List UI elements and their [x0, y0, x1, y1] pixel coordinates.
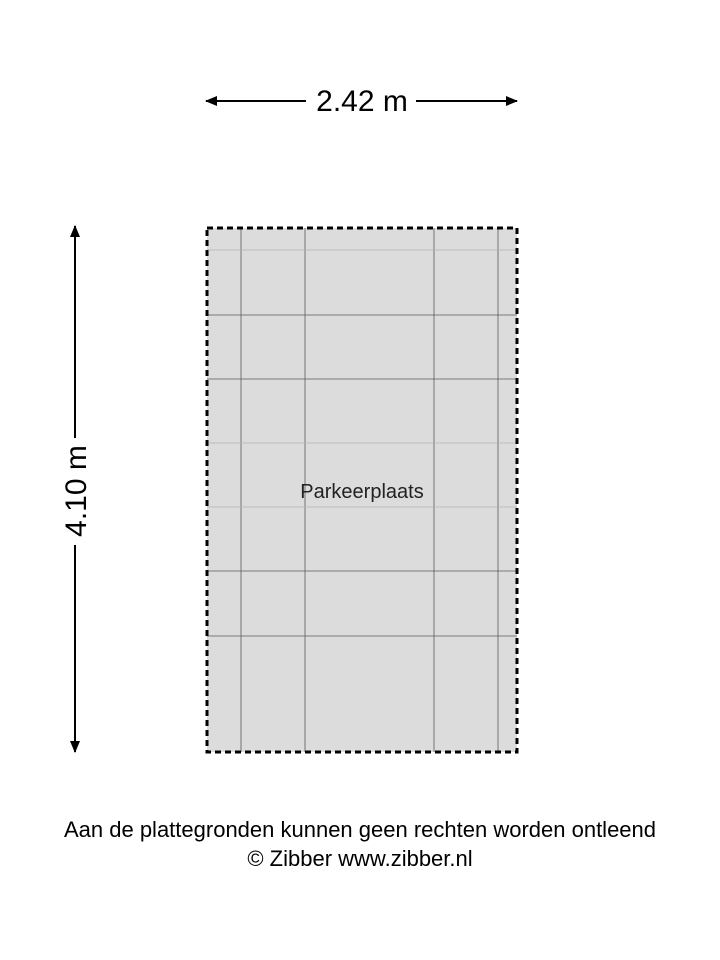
width-dimension-label: 2.42 m — [316, 85, 408, 118]
disclaimer-text: Aan de plattegronden kunnen geen rechten worden ontleend — [63, 817, 657, 842]
parking-area — [207, 228, 517, 752]
height-dimension — [60, 226, 93, 752]
room-label: Parkeerplaats — [300, 481, 424, 503]
width-dimension — [206, 85, 517, 118]
copyright-text: © Zibber www.zibber.nl — [247, 846, 473, 871]
height-dimension-label: 4.10 m — [60, 445, 93, 537]
